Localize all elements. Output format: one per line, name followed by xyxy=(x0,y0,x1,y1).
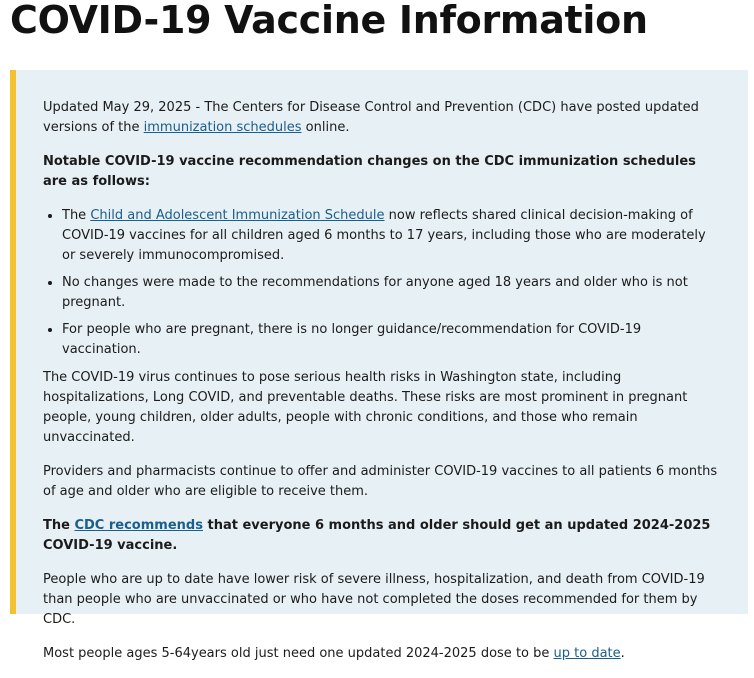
dose-text: Most people ages 5-64years old just need one updated 2024-2025 dose to be xyxy=(43,646,554,661)
recommendation-text xyxy=(43,518,710,553)
recommendation-text-end: that everyone 6 months and older should get an updated 2024-2025 COVID-19 vaccine. xyxy=(43,518,711,553)
notable-changes-heading-text: Notable COVID-19 vaccine recommendation changes on the CDC immunization schedules are as follows: xyxy=(43,154,696,189)
list-item: • For people who are pregnant, there is no longer guidance/recommendation for COVID-19 vaccination. xyxy=(62,320,723,360)
list-item: • No changes were made to the recommendations for anyone aged 18 years and older who is not pregnant. xyxy=(62,273,723,313)
covid-update-alert xyxy=(10,70,748,661)
child-adolescent-schedule-link[interactable]: Child and Adolescent Immunization Schedule xyxy=(90,208,385,223)
page-title: COVID-19 Vaccine Information xyxy=(10,0,648,42)
dose-text-end: . xyxy=(620,646,625,661)
up-to-date-link[interactable]: up to date xyxy=(553,646,621,661)
recommendation-paragraph xyxy=(43,516,723,556)
update-paragraph xyxy=(43,98,723,138)
changes-list xyxy=(43,206,723,360)
risk-lower-paragraph: People who are up to date have lower risk of severe illness, hospitalization, and death from COVID-19 than people who are unvaccinated or who have not completed the doses recommended for them by CDC. xyxy=(43,572,705,627)
providers-paragraph: Providers and pharmacists continue to offer and administer COVID-19 vaccines to all patients 6 months of age and older who are eligible to receive them. xyxy=(43,464,718,499)
list-item xyxy=(62,206,723,266)
update-text: Updated May 29, 2025 - The Centers for Disease Control and Prevention (CDC) have posted updated versions of the xyxy=(43,100,699,135)
bullet-text: The xyxy=(62,208,91,223)
dose-paragraph xyxy=(43,644,723,664)
immunization-schedules-link[interactable]: immunization schedules xyxy=(143,120,302,135)
alert-content xyxy=(43,98,723,678)
update-text-end: online. xyxy=(301,120,350,135)
notable-changes-heading xyxy=(43,152,723,192)
risk-paragraph: The COVID-19 virus continues to pose serious health risks in Washington state, including hospitalizations, Long COVID, and preventable deaths. These risks are most prominent in pregnant people, young children, older adults, people with chronic conditions, and those who remain unvaccinated. xyxy=(43,370,688,445)
recommendation-text-start: The xyxy=(43,518,75,533)
cdc-recommends-link[interactable]: CDC recommends xyxy=(74,518,203,533)
bullet-text-end: now reflects shared clinical decision-making of COVID-19 vaccines for all children aged 6 months to 17 years, including those who are moderately or severely immunocompromised. xyxy=(62,208,706,263)
